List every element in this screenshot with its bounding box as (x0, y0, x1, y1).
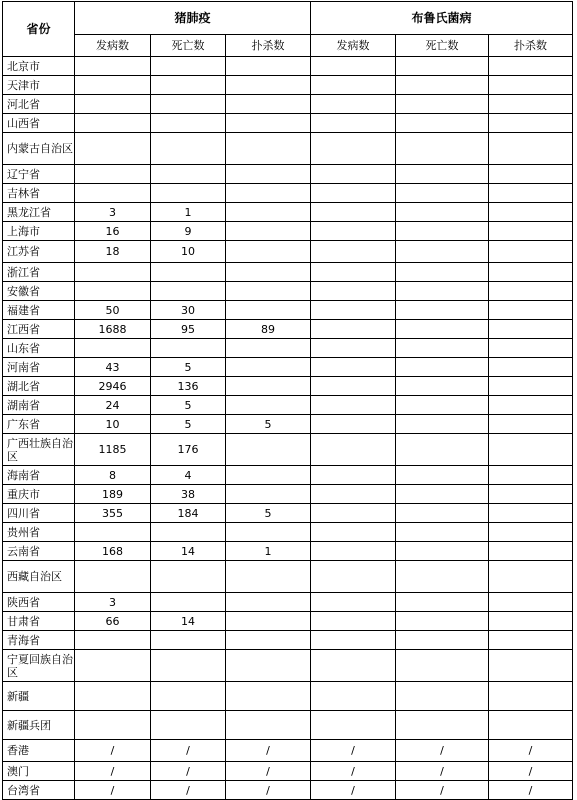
province-cell: 江西省 (3, 320, 75, 339)
table-row (3, 377, 573, 396)
value-cell (489, 114, 573, 133)
value-cell (311, 203, 396, 222)
value-cell (396, 222, 489, 241)
value-cell: / (75, 762, 151, 781)
value-cell (396, 203, 489, 222)
table-row (3, 95, 573, 114)
value-cell: 14 (151, 612, 226, 631)
value-cell (226, 593, 311, 612)
province-cell: 陕西省 (3, 593, 75, 612)
value-cell (489, 485, 573, 504)
province-cell: 山西省 (3, 114, 75, 133)
value-cell: 1185 (75, 434, 151, 466)
province-cell: 河南省 (3, 358, 75, 377)
value-cell (396, 612, 489, 631)
value-cell (151, 133, 226, 165)
province-cell: 宁夏回族自治区 (3, 650, 75, 682)
value-cell (311, 504, 396, 523)
value-cell: 89 (226, 320, 311, 339)
province-cell: 云南省 (3, 542, 75, 561)
value-cell (226, 57, 311, 76)
table-row (3, 434, 573, 466)
province-cell: 江苏省 (3, 241, 75, 263)
header-col-cases-2: 发病数 (311, 35, 396, 57)
value-cell: 3 (75, 593, 151, 612)
value-cell (151, 339, 226, 358)
value-cell: / (311, 762, 396, 781)
value-cell: 5 (226, 504, 311, 523)
value-cell (226, 485, 311, 504)
value-cell: / (151, 762, 226, 781)
header-province: 省份 (3, 2, 75, 57)
value-cell (311, 358, 396, 377)
province-cell: 广西壮族自治区 (3, 434, 75, 466)
value-cell (311, 561, 396, 593)
value-cell (396, 184, 489, 203)
value-cell: 95 (151, 320, 226, 339)
value-cell (226, 561, 311, 593)
value-cell (489, 415, 573, 434)
value-cell (311, 263, 396, 282)
value-cell (396, 593, 489, 612)
value-cell: 66 (75, 612, 151, 631)
value-cell: 8 (75, 466, 151, 485)
value-cell (396, 76, 489, 95)
value-cell: / (75, 781, 151, 800)
value-cell: 38 (151, 485, 226, 504)
value-cell: 5 (151, 396, 226, 415)
value-cell (151, 184, 226, 203)
value-cell: / (396, 762, 489, 781)
value-cell (226, 184, 311, 203)
table-row (3, 740, 573, 762)
province-cell: 青海省 (3, 631, 75, 650)
value-cell (311, 133, 396, 165)
value-cell (396, 523, 489, 542)
province-cell: 四川省 (3, 504, 75, 523)
value-cell (396, 561, 489, 593)
table-row (3, 396, 573, 415)
value-cell (311, 339, 396, 358)
province-cell: 安徽省 (3, 282, 75, 301)
value-cell (489, 282, 573, 301)
value-cell: 14 (151, 542, 226, 561)
value-cell (311, 396, 396, 415)
province-cell: 重庆市 (3, 485, 75, 504)
value-cell: 10 (151, 241, 226, 263)
value-cell: 4 (151, 466, 226, 485)
table-row (3, 561, 573, 593)
value-cell: 355 (75, 504, 151, 523)
value-cell (396, 504, 489, 523)
value-cell: 2946 (75, 377, 151, 396)
value-cell (396, 415, 489, 434)
value-cell (151, 57, 226, 76)
value-cell (489, 593, 573, 612)
value-cell: / (226, 762, 311, 781)
province-cell: 湖南省 (3, 396, 75, 415)
value-cell (396, 241, 489, 263)
table-row (3, 57, 573, 76)
value-cell (489, 184, 573, 203)
value-cell (396, 358, 489, 377)
value-cell: 18 (75, 241, 151, 263)
value-cell: / (396, 781, 489, 800)
value-cell (226, 76, 311, 95)
value-cell (396, 650, 489, 682)
province-cell: 新疆 (3, 682, 75, 711)
value-cell (489, 165, 573, 184)
value-cell (311, 76, 396, 95)
value-cell (489, 650, 573, 682)
value-cell: / (489, 740, 573, 762)
header-col-deaths-1: 死亡数 (151, 35, 226, 57)
value-cell: 189 (75, 485, 151, 504)
value-cell (226, 95, 311, 114)
table-row (3, 650, 573, 682)
value-cell (396, 396, 489, 415)
table-row (3, 682, 573, 711)
value-cell (151, 523, 226, 542)
value-cell: 24 (75, 396, 151, 415)
value-cell (75, 184, 151, 203)
table-row (3, 241, 573, 263)
value-cell (311, 682, 396, 711)
value-cell (396, 133, 489, 165)
value-cell: / (311, 740, 396, 762)
value-cell: 30 (151, 301, 226, 320)
province-cell: 内蒙古自治区 (3, 133, 75, 165)
value-cell (226, 650, 311, 682)
value-cell (311, 650, 396, 682)
value-cell (489, 76, 573, 95)
value-cell (396, 114, 489, 133)
value-cell (75, 711, 151, 740)
value-cell (151, 95, 226, 114)
value-cell (311, 57, 396, 76)
value-cell: 1688 (75, 320, 151, 339)
value-cell (311, 95, 396, 114)
value-cell (489, 222, 573, 241)
value-cell (75, 57, 151, 76)
value-cell (489, 320, 573, 339)
value-cell (226, 434, 311, 466)
province-cell: 天津市 (3, 76, 75, 95)
value-cell: 5 (151, 358, 226, 377)
value-cell (151, 711, 226, 740)
province-cell: 新疆兵团 (3, 711, 75, 740)
value-cell (75, 114, 151, 133)
value-cell (489, 682, 573, 711)
value-cell (489, 241, 573, 263)
value-cell (311, 320, 396, 339)
value-cell (489, 711, 573, 740)
value-cell: / (396, 740, 489, 762)
value-cell (75, 282, 151, 301)
table-row (3, 301, 573, 320)
value-cell (396, 682, 489, 711)
value-cell (226, 339, 311, 358)
table-row (3, 165, 573, 184)
province-cell: 西藏自治区 (3, 561, 75, 593)
value-cell (151, 631, 226, 650)
value-cell (396, 301, 489, 320)
province-cell: 贵州省 (3, 523, 75, 542)
table-row (3, 711, 573, 740)
province-cell: 海南省 (3, 466, 75, 485)
value-cell (151, 114, 226, 133)
value-cell (151, 650, 226, 682)
province-cell: 浙江省 (3, 263, 75, 282)
value-cell (396, 57, 489, 76)
value-cell (311, 222, 396, 241)
value-cell (396, 377, 489, 396)
value-cell (226, 523, 311, 542)
table-row (3, 781, 573, 800)
province-cell: 上海市 (3, 222, 75, 241)
province-cell: 黑龙江省 (3, 203, 75, 222)
value-cell: 136 (151, 377, 226, 396)
province-cell: 北京市 (3, 57, 75, 76)
header-group-brucellosis: 布鲁氏菌病 (311, 2, 573, 35)
value-cell (396, 434, 489, 466)
province-cell: 福建省 (3, 301, 75, 320)
value-cell (396, 542, 489, 561)
value-cell (151, 282, 226, 301)
value-cell (489, 377, 573, 396)
value-cell (396, 95, 489, 114)
table-row (3, 133, 573, 165)
table-row (3, 485, 573, 504)
table-row (3, 466, 573, 485)
value-cell: / (489, 762, 573, 781)
value-cell: 43 (75, 358, 151, 377)
value-cell (151, 593, 226, 612)
value-cell (75, 650, 151, 682)
value-cell (489, 339, 573, 358)
value-cell (489, 504, 573, 523)
value-cell (489, 133, 573, 165)
value-cell: 10 (75, 415, 151, 434)
value-cell (226, 222, 311, 241)
value-cell (226, 241, 311, 263)
table-row (3, 263, 573, 282)
value-cell: 50 (75, 301, 151, 320)
value-cell (311, 377, 396, 396)
value-cell (396, 466, 489, 485)
province-cell: 河北省 (3, 95, 75, 114)
table-row (3, 339, 573, 358)
value-cell (489, 263, 573, 282)
value-cell (226, 682, 311, 711)
value-cell (396, 631, 489, 650)
value-cell (311, 241, 396, 263)
value-cell (226, 358, 311, 377)
value-cell (226, 301, 311, 320)
province-cell: 吉林省 (3, 184, 75, 203)
table-row (3, 320, 573, 339)
value-cell (75, 631, 151, 650)
value-cell (311, 631, 396, 650)
header-col-culled-2: 扑杀数 (489, 35, 573, 57)
table-row (3, 631, 573, 650)
header-col-deaths-2: 死亡数 (396, 35, 489, 57)
value-cell: / (226, 740, 311, 762)
table-row (3, 358, 573, 377)
value-cell (226, 466, 311, 485)
table-row (3, 282, 573, 301)
value-cell (226, 396, 311, 415)
value-cell (311, 711, 396, 740)
value-cell (396, 282, 489, 301)
province-cell: 澳门 (3, 762, 75, 781)
value-cell (396, 485, 489, 504)
value-cell (75, 561, 151, 593)
value-cell (396, 711, 489, 740)
header-group-swine-pasteurellosis: 猪肺疫 (75, 2, 311, 35)
value-cell (226, 612, 311, 631)
table-row (3, 76, 573, 95)
value-cell (75, 95, 151, 114)
province-cell: 台湾省 (3, 781, 75, 800)
value-cell (489, 434, 573, 466)
value-cell: / (489, 781, 573, 800)
value-cell (226, 165, 311, 184)
table-row (3, 612, 573, 631)
value-cell: 9 (151, 222, 226, 241)
table-row (3, 504, 573, 523)
value-cell (311, 612, 396, 631)
value-cell (226, 114, 311, 133)
value-cell: / (151, 740, 226, 762)
value-cell (226, 133, 311, 165)
value-cell: 3 (75, 203, 151, 222)
value-cell (311, 165, 396, 184)
table-row (3, 542, 573, 561)
value-cell (489, 612, 573, 631)
value-cell (311, 593, 396, 612)
value-cell: 184 (151, 504, 226, 523)
value-cell: / (226, 781, 311, 800)
value-cell (226, 263, 311, 282)
value-cell (489, 466, 573, 485)
value-cell (311, 415, 396, 434)
value-cell (151, 76, 226, 95)
value-cell (75, 263, 151, 282)
value-cell (396, 263, 489, 282)
value-cell (75, 76, 151, 95)
table-row (3, 184, 573, 203)
value-cell (311, 184, 396, 203)
value-cell (75, 682, 151, 711)
value-cell: 16 (75, 222, 151, 241)
value-cell (489, 542, 573, 561)
value-cell: 1 (151, 203, 226, 222)
value-cell (489, 358, 573, 377)
value-cell: 5 (226, 415, 311, 434)
province-cell: 山东省 (3, 339, 75, 358)
value-cell (311, 434, 396, 466)
value-cell (151, 263, 226, 282)
value-cell (151, 165, 226, 184)
value-cell (311, 523, 396, 542)
table-row (3, 593, 573, 612)
table-row (3, 114, 573, 133)
province-cell: 辽宁省 (3, 165, 75, 184)
header-col-culled-1: 扑杀数 (226, 35, 311, 57)
value-cell: 168 (75, 542, 151, 561)
table-row (3, 222, 573, 241)
value-cell (311, 114, 396, 133)
value-cell (75, 165, 151, 184)
value-cell (151, 682, 226, 711)
table-row (3, 762, 573, 781)
value-cell (226, 282, 311, 301)
value-cell (396, 320, 489, 339)
value-cell (489, 631, 573, 650)
value-cell (489, 203, 573, 222)
value-cell (396, 165, 489, 184)
province-cell: 湖北省 (3, 377, 75, 396)
value-cell: 1 (226, 542, 311, 561)
value-cell (489, 301, 573, 320)
value-cell (489, 561, 573, 593)
value-cell (489, 57, 573, 76)
value-cell (311, 485, 396, 504)
value-cell (311, 466, 396, 485)
value-cell (396, 339, 489, 358)
disease-statistics-table (2, 1, 573, 800)
value-cell (311, 301, 396, 320)
value-cell (226, 631, 311, 650)
value-cell (226, 203, 311, 222)
value-cell (75, 133, 151, 165)
value-cell (311, 542, 396, 561)
table-row (3, 203, 573, 222)
table-row (3, 523, 573, 542)
value-cell (226, 377, 311, 396)
province-cell: 香港 (3, 740, 75, 762)
table-row (3, 415, 573, 434)
value-cell: / (151, 781, 226, 800)
value-cell: / (311, 781, 396, 800)
province-cell: 广东省 (3, 415, 75, 434)
value-cell (75, 523, 151, 542)
value-cell (489, 95, 573, 114)
value-cell (151, 561, 226, 593)
value-cell: 5 (151, 415, 226, 434)
value-cell (489, 396, 573, 415)
value-cell (75, 339, 151, 358)
province-cell: 甘肃省 (3, 612, 75, 631)
value-cell (226, 711, 311, 740)
value-cell: / (75, 740, 151, 762)
value-cell: 176 (151, 434, 226, 466)
value-cell (311, 282, 396, 301)
header-col-cases-1: 发病数 (75, 35, 151, 57)
value-cell (489, 523, 573, 542)
